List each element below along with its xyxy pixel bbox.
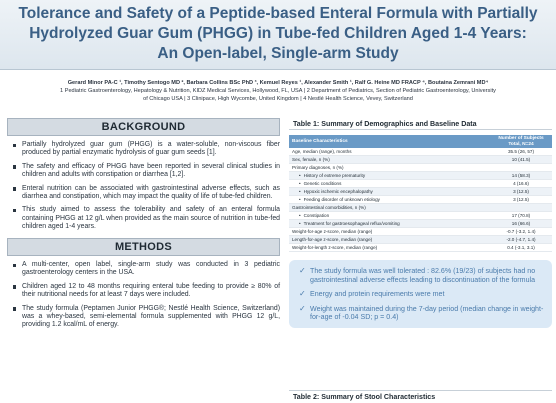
methods-bullet: The study formula (Peptamen Junior PHGG®; Nestlé Health Science, Switzerland) was a whey-based, semi-elemental formula supplemented with PHGG 12 g/L, providing 1.2 kcal/mL of energy. [13,305,280,330]
table1-title: Table 1: Summary of Demographics and Baseline Data [289,118,552,130]
table-row [289,172,552,180]
table2-title: Table 2: Summary of Stool Characteristics [289,390,552,403]
table-row [289,236,552,244]
results-summary-box [289,260,552,328]
table-row [289,196,552,204]
row-value: 10 (41.5) [490,156,552,164]
table-row [289,228,552,236]
table-row [289,148,552,156]
background-list [7,141,280,231]
table-row [289,156,552,164]
demographics-table [289,135,552,252]
table-row [289,220,552,228]
table-row [289,180,552,188]
background-bullet: The safety and efficacy of PHGG have been reported in several clinical studies in children and adults with constipation or diarrhea [1,2]. [13,163,280,179]
row-label: Primary diagnoses, n (%) [289,164,490,172]
row-label: Length-for-age z-score, median (range) [289,236,490,244]
row-value: 3 (12.5) [490,188,552,196]
table-header-row [289,135,552,148]
left-column [7,118,280,335]
row-label: Weight-for-age z-score, median (range) [289,228,490,236]
poster-header [0,0,556,70]
column-header-subjects: Number of Subjects Total, N=24 [490,135,552,148]
row-label: • History of extreme prematurity [289,172,490,180]
table-row [289,188,552,196]
table-row [289,244,552,252]
author-affiliations-2: of Chicago USA | 3 Clinipace, High Wycombe, United Kingdom | 4 Nestlé Health Science, Vevey, Switzerland [143,96,413,102]
summary-text: Weight was maintained during the 7-day period (median change in weight-for-age of -0.04 SD; p = 0.4) [310,304,544,322]
row-value: 0.4 (-3.1, 3.1) [490,244,552,252]
row-value [490,164,552,172]
row-value: 14 (58.3) [490,172,552,180]
row-value: 16 (66.6) [490,220,552,228]
summary-item [299,267,544,284]
checkmark-icon: ✓ [299,303,306,313]
checkmark-icon: ✓ [299,266,306,275]
background-heading: BACKGROUND [7,118,280,136]
background-bullet: Partially hydrolyzed guar gum (PHGG) is a water-soluble, non-viscous fiber produced by partial enzymatic hydrolysis of guar gum seeds [1]. [13,141,280,157]
background-bullet: This study aimed to assess the tolerability and safety of an enteral formula containing PHGG at 12 g/L when provided as the main source of nutrition in tube-fed children aged 1-4 years. [13,206,280,231]
row-label: Weight-for-length z-score, median (range) [289,244,490,252]
row-label: • Genetic conditions [289,180,490,188]
row-label: Gastrointestinal comorbidities, n (%) [289,204,490,212]
row-value: 3 (12.5) [490,196,552,204]
poster-title-line-2: Hydrolyzed Guar Gum (PHGG) in Tube-fed Children Aged 1-4 Years: [29,25,527,42]
row-label: • Constipation [289,212,490,220]
methods-list [7,261,280,329]
summary-text: The study formula was well tolerated : 82.6% (19/23) of subjects had no gastrointestinal adverse effects leading to discontinuation of the formula [310,267,536,284]
summary-list [299,267,544,322]
table-row [289,164,552,172]
table-row [289,204,552,212]
row-label: • Feeding disorder of unknown etiology [289,196,490,204]
methods-heading: METHODS [7,238,280,256]
author-affiliations-1: 1 Pediatric Gastroenterology, Hepatology & Nutrition, KIDZ Medical Services, Hollywood, FL, USA | 2 Department of Pediatrics, Section of Pediatric Gastroenterology, University [60,88,496,94]
row-value: -0.7 (-3.2, 1.4) [490,228,552,236]
summary-item [299,290,544,299]
row-label: Age, median (range), months [289,148,490,156]
row-value: 4 (16.6) [490,180,552,188]
right-column [289,118,552,328]
poster-title-line-3: An Open-label, Single-arm Study [157,45,399,62]
poster-title-line-1: Tolerance and Safety of a Peptide-based Enteral Formula with Partially [18,5,538,22]
checkmark-icon: ✓ [299,289,306,299]
methods-bullet: Children aged 12 to 48 months requiring enteral tube feeding to provide ≥ 80% of their nutritional needs for at least 7 days were included. [13,283,280,299]
author-block [0,79,556,103]
methods-bullet: A multi-center, open label, single-arm study was conducted in 3 pediatric gastroenterology centers in the USA. [13,261,280,277]
background-bullet: Enteral nutrition can be associated with gastrointestinal adverse effects, such as diarrhea and constipation, which may impact the quality of life of tube-fed children. [13,185,280,201]
row-label: • Hypoxic ischemic encephalopathy [289,188,490,196]
row-label: • Treatment for gastroesophageal reflux/vomiting [289,220,490,228]
row-value: -2.0 (-4.7, 1.4) [490,236,552,244]
row-value [490,204,552,212]
row-value: 35.5 (26, 57) [490,148,552,156]
column-header-characteristics: Baseline Characteristics [289,135,490,148]
row-value: 17 (70.8) [490,212,552,220]
summary-item [299,305,544,322]
row-label: Sex, female, n (%) [289,156,490,164]
author-names: Gerard Minor PA-C ¹, Timothy Sentogo MD ², Barbara Collins BSc PhD ³, Kemuel Reyes ¹, Alexander Smith ¹, Ralf G. Heine MD FRACP ⁴, Boutaina Zemrani MD⁴ [67,80,489,86]
summary-text: Energy and protein requirements were met [310,290,445,299]
table-row [289,212,552,220]
